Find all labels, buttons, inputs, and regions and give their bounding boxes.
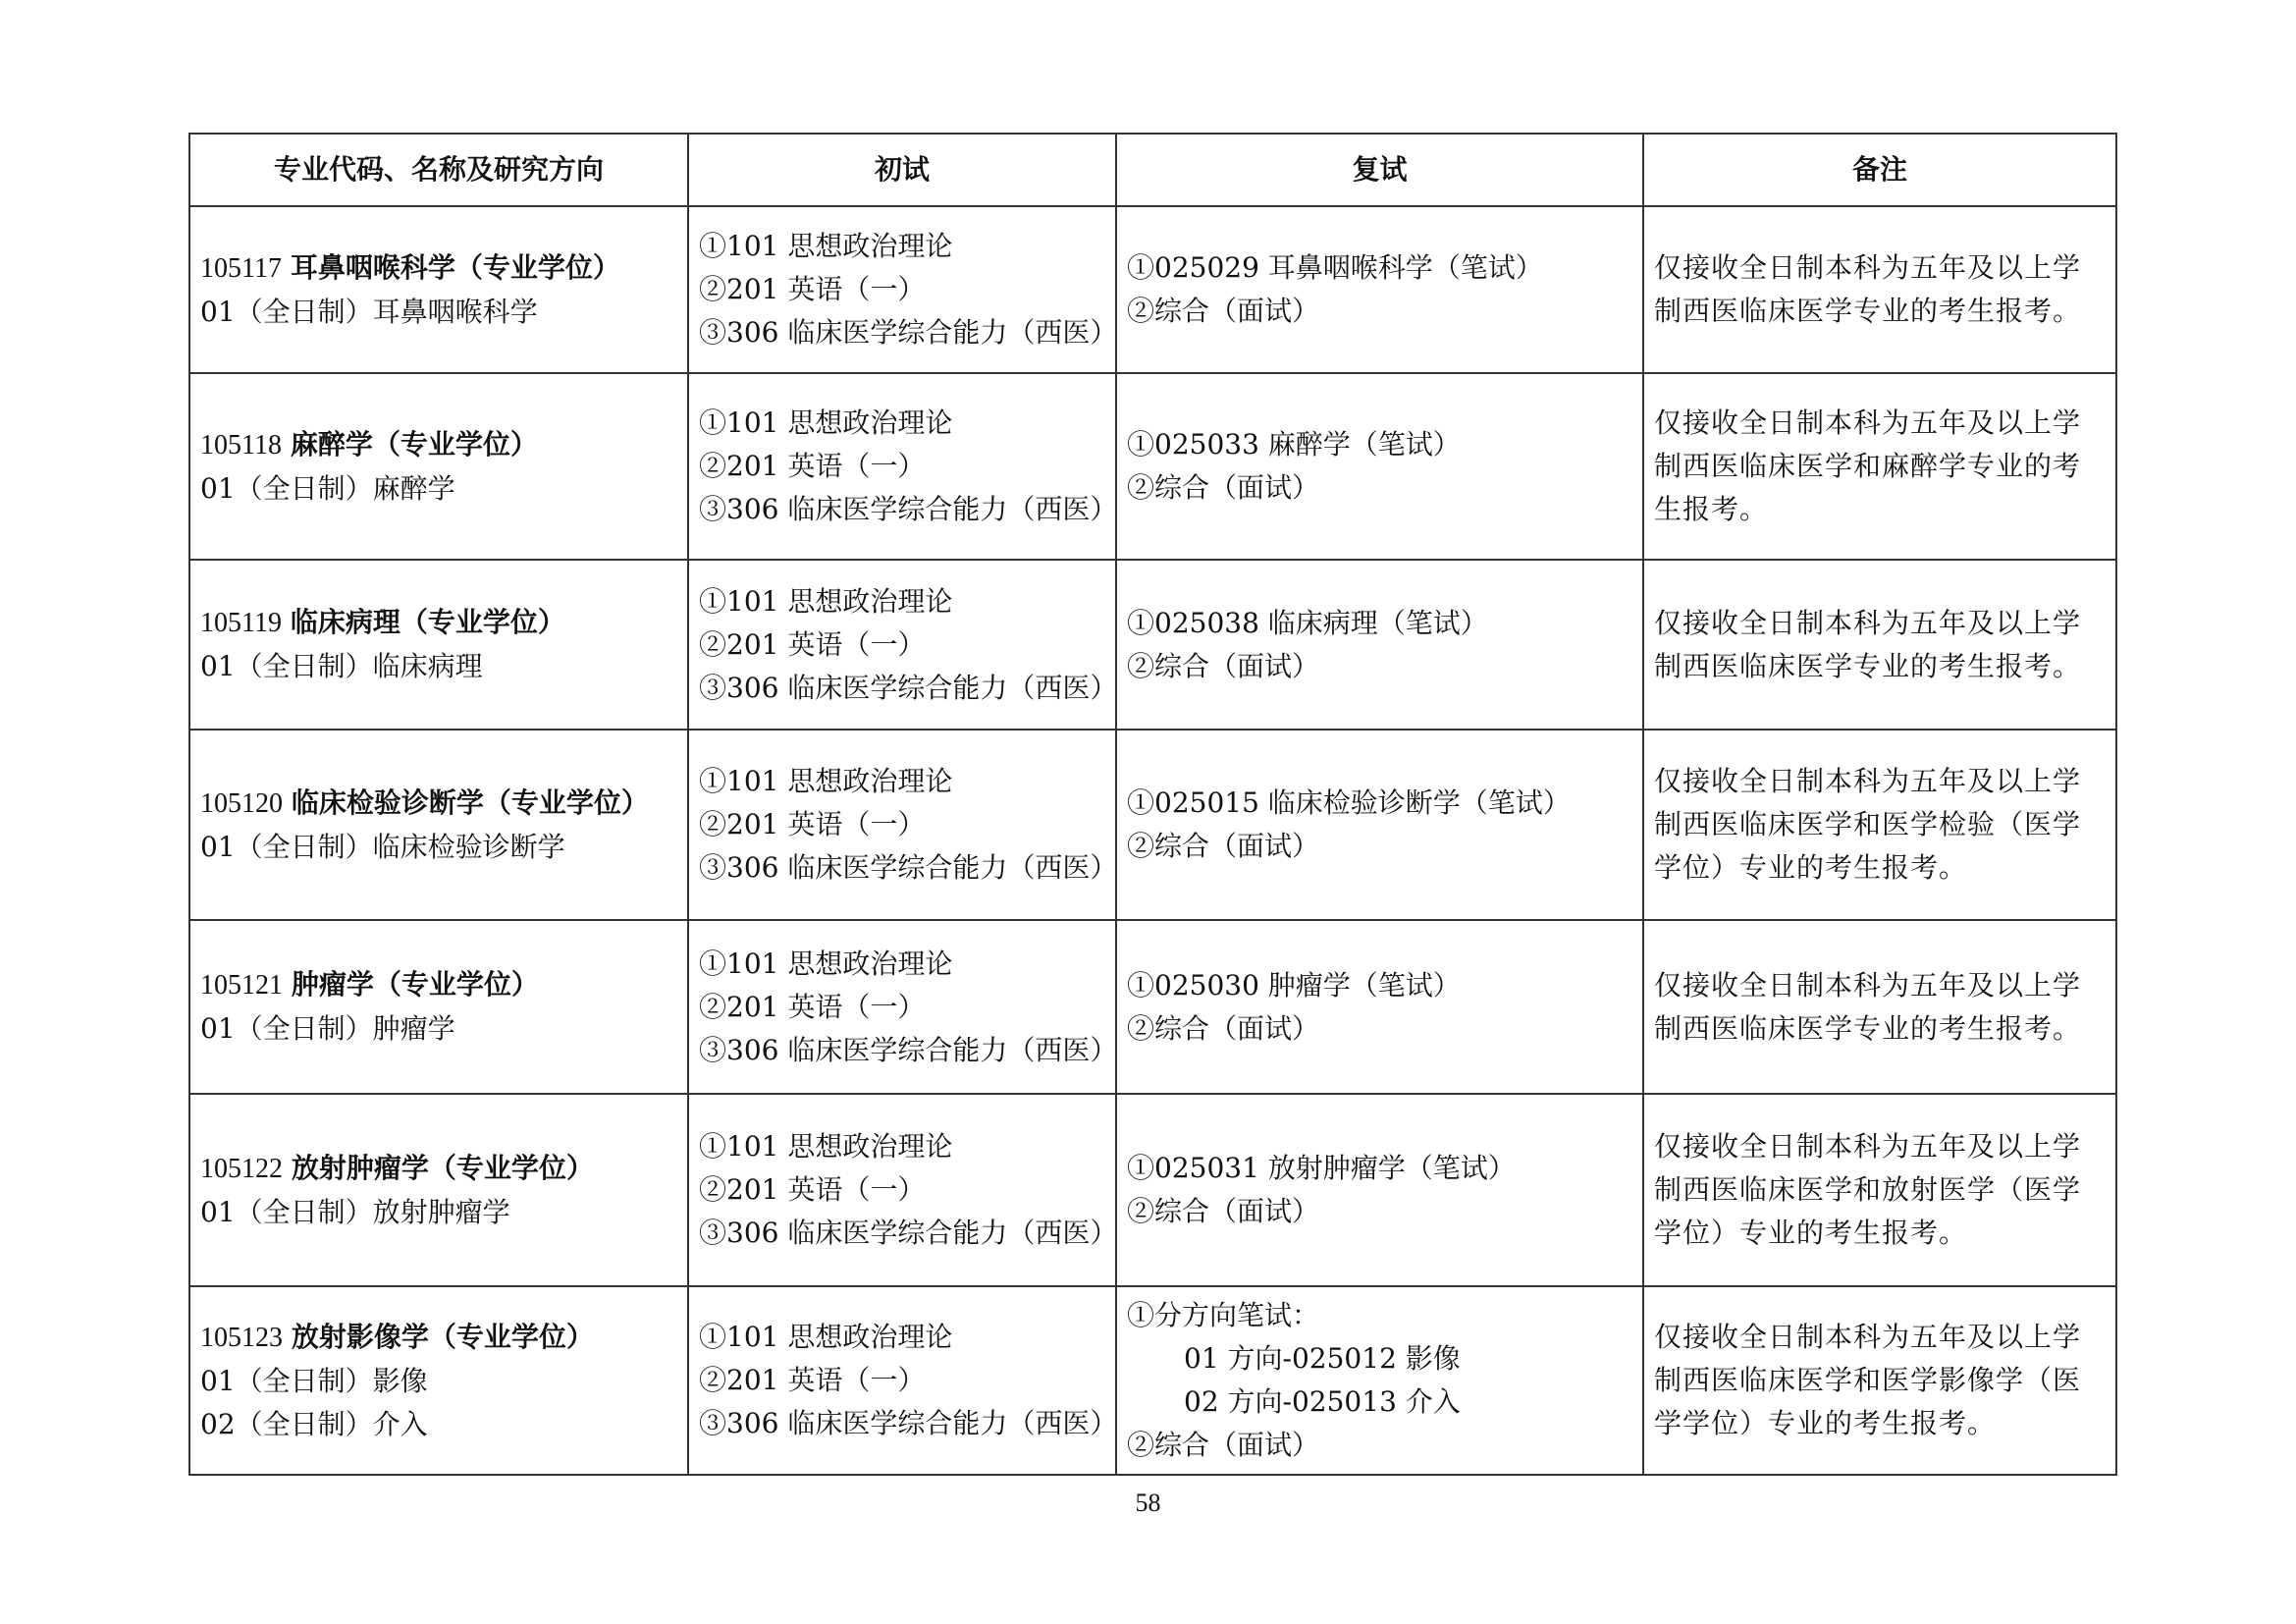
major-title xyxy=(200,963,677,1007)
initial-exam-subject: ③306 临床医学综合能力（西医） xyxy=(699,493,1118,525)
major-name: 肿瘤学（专业学位） xyxy=(291,968,539,1001)
major-name: 麻醉学（专业学位） xyxy=(290,427,538,460)
direction-line: 01（全日制）耳鼻咽喉科学 xyxy=(200,295,538,328)
initial-exam-subject: ②201 英语（一） xyxy=(699,1364,926,1396)
notes-cell: 仅接收全日制本科为五年及以上学制西医临床医学专业的考生报考。 xyxy=(1643,206,2116,373)
header-notes: 备注 xyxy=(1643,134,2116,206)
table-body xyxy=(189,206,2116,1475)
notes-cell: 仅接收全日制本科为五年及以上学制西医临床医学专业的考生报考。 xyxy=(1643,560,2116,730)
major-title xyxy=(200,782,677,826)
retest-item: ①025031 放射肿瘤学（笔试） xyxy=(1127,1152,1516,1184)
retest-direction-item: 01 方向-025012 影像 xyxy=(1184,1342,1461,1375)
table-row xyxy=(189,1286,2116,1475)
table-row xyxy=(189,373,2116,560)
direction-line: 01（全日制）肿瘤学 xyxy=(200,1012,455,1045)
initial-exam-cell xyxy=(688,1094,1116,1286)
major-cell xyxy=(189,730,688,920)
retest-cell xyxy=(1116,206,1643,373)
initial-exam-subject: ②201 英语（一） xyxy=(699,1173,926,1206)
major-code: 105119 xyxy=(200,608,282,638)
direction-line: 01（全日制）临床病理 xyxy=(200,650,483,682)
major-name: 放射影像学（专业学位） xyxy=(291,1320,594,1353)
initial-exam-cell xyxy=(688,206,1116,373)
initial-exam-cell xyxy=(688,373,1116,560)
major-code: 105120 xyxy=(200,787,283,819)
direction-line: 02（全日制）介入 xyxy=(200,1407,428,1440)
retest-cell xyxy=(1116,1286,1643,1475)
major-code: 105121 xyxy=(200,970,283,1001)
direction-line: 01（全日制）临床检验诊断学 xyxy=(200,830,565,863)
major-cell xyxy=(189,1094,688,1286)
initial-exam-subject: ③306 临床医学综合能力（西医） xyxy=(699,1217,1118,1249)
table-row xyxy=(189,206,2116,373)
major-title xyxy=(200,1147,677,1191)
direction-line: 01（全日制）放射肿瘤学 xyxy=(200,1195,510,1228)
initial-exam-subject: ①101 思想政治理论 xyxy=(699,584,953,618)
table-row xyxy=(189,1094,2116,1286)
direction-line: 01（全日制）影像 xyxy=(200,1364,428,1397)
initial-exam-subject: ③306 临床医学综合能力（西医） xyxy=(699,671,1118,704)
retest-item: ①025033 麻醉学（笔试） xyxy=(1127,428,1461,460)
retest-cell xyxy=(1116,730,1643,920)
initial-exam-subject: ①101 思想政治理论 xyxy=(699,947,953,980)
retest-item: ①025030 肿瘤学（笔试） xyxy=(1127,968,1461,1001)
major-code: 105123 xyxy=(200,1322,283,1353)
major-cell xyxy=(189,373,688,560)
major-cell xyxy=(189,1286,688,1475)
retest-cell xyxy=(1116,373,1643,560)
initial-exam-cell xyxy=(688,920,1116,1094)
initial-exam-subject: ③306 临床医学综合能力（西医） xyxy=(699,851,1118,884)
retest-item: ①分方向笔试： xyxy=(1127,1299,1320,1331)
retest-item: ②综合（面试） xyxy=(1127,1011,1320,1045)
initial-exam-subject: ①101 思想政治理论 xyxy=(699,230,953,262)
major-cell xyxy=(189,920,688,1094)
retest-cell xyxy=(1116,920,1643,1094)
initial-exam-cell xyxy=(688,730,1116,920)
major-title xyxy=(200,601,677,645)
direction-line: 01（全日制）麻醉学 xyxy=(200,471,455,505)
retest-cell xyxy=(1116,560,1643,730)
initial-exam-subject: ①101 思想政治理论 xyxy=(699,1130,953,1163)
retest-item: ①025015 临床检验诊断学（笔试） xyxy=(1127,786,1571,819)
retest-item: ①025038 临床病理（笔试） xyxy=(1127,606,1488,639)
retest-item: ①025029 耳鼻咽喉科学（笔试） xyxy=(1127,251,1543,284)
major-code: 105118 xyxy=(200,429,282,460)
initial-exam-subject: ②201 英语（一） xyxy=(699,808,926,840)
retest-item: ②综合（面试） xyxy=(1127,1429,1320,1461)
initial-exam-subject: ③306 临床医学综合能力（西医） xyxy=(699,316,1118,349)
initial-exam-subject: ①101 思想政治理论 xyxy=(699,1321,953,1353)
table-row xyxy=(189,730,2116,920)
header-initial-exam: 初试 xyxy=(688,134,1116,206)
initial-exam-subject: ②201 英语（一） xyxy=(699,450,926,482)
initial-exam-subject: ②201 英语（一） xyxy=(699,990,926,1023)
initial-exam-subject: ②201 英语（一） xyxy=(699,273,926,305)
notes-cell: 仅接收全日制本科为五年及以上学制西医临床医学和医学影像学（医学学位）专业的考生报考。 xyxy=(1643,1286,2116,1475)
major-code: 105117 xyxy=(200,252,282,284)
notes-cell: 仅接收全日制本科为五年及以上学制西医临床医学和麻醉学专业的考生报考。 xyxy=(1643,373,2116,560)
retest-item: ②综合（面试） xyxy=(1127,295,1320,327)
retest-cell xyxy=(1116,1094,1643,1286)
retest-item: ②综合（面试） xyxy=(1127,471,1320,504)
major-title xyxy=(200,423,677,467)
major-cell xyxy=(189,206,688,373)
retest-item: ②综合（面试） xyxy=(1127,649,1320,682)
notes-cell: 仅接收全日制本科为五年及以上学制西医临床医学和医学检验（医学学位）专业的考生报考。 xyxy=(1643,730,2116,920)
table-row xyxy=(189,920,2116,1094)
admissions-table xyxy=(188,133,2117,1476)
table-header xyxy=(189,134,2116,206)
retest-direction-item: 02 方向-025013 介入 xyxy=(1184,1385,1461,1418)
retest-item: ②综合（面试） xyxy=(1127,830,1320,862)
page-number: 58 xyxy=(1135,1489,1161,1517)
initial-exam-subject: ①101 思想政治理论 xyxy=(699,765,953,797)
major-title xyxy=(200,246,677,291)
retest-item: ②综合（面试） xyxy=(1127,1195,1320,1227)
initial-exam-cell xyxy=(688,560,1116,730)
major-code: 105122 xyxy=(200,1153,283,1184)
major-name: 放射肿瘤学（专业学位） xyxy=(291,1151,594,1184)
header-major: 专业代码、名称及研究方向 xyxy=(189,134,688,206)
major-name: 耳鼻咽喉科学（专业学位） xyxy=(290,250,620,284)
header-row xyxy=(189,134,2116,206)
major-title xyxy=(200,1316,677,1360)
notes-cell: 仅接收全日制本科为五年及以上学制西医临床医学和放射医学（医学学位）专业的考生报考。 xyxy=(1643,1094,2116,1286)
initial-exam-subject: ③306 临床医学综合能力（西医） xyxy=(699,1033,1118,1066)
major-cell xyxy=(189,560,688,730)
initial-exam-cell xyxy=(688,1286,1116,1475)
notes-cell: 仅接收全日制本科为五年及以上学制西医临床医学专业的考生报考。 xyxy=(1643,920,2116,1094)
header-retest: 复试 xyxy=(1116,134,1643,206)
initial-exam-subject: ③306 临床医学综合能力（西医） xyxy=(699,1407,1118,1439)
major-name: 临床病理（专业学位） xyxy=(290,606,565,638)
major-name: 临床检验诊断学（专业学位） xyxy=(291,785,649,819)
initial-exam-subject: ①101 思想政治理论 xyxy=(699,406,953,439)
initial-exam-subject: ②201 英语（一） xyxy=(699,627,926,661)
table-row xyxy=(189,560,2116,730)
